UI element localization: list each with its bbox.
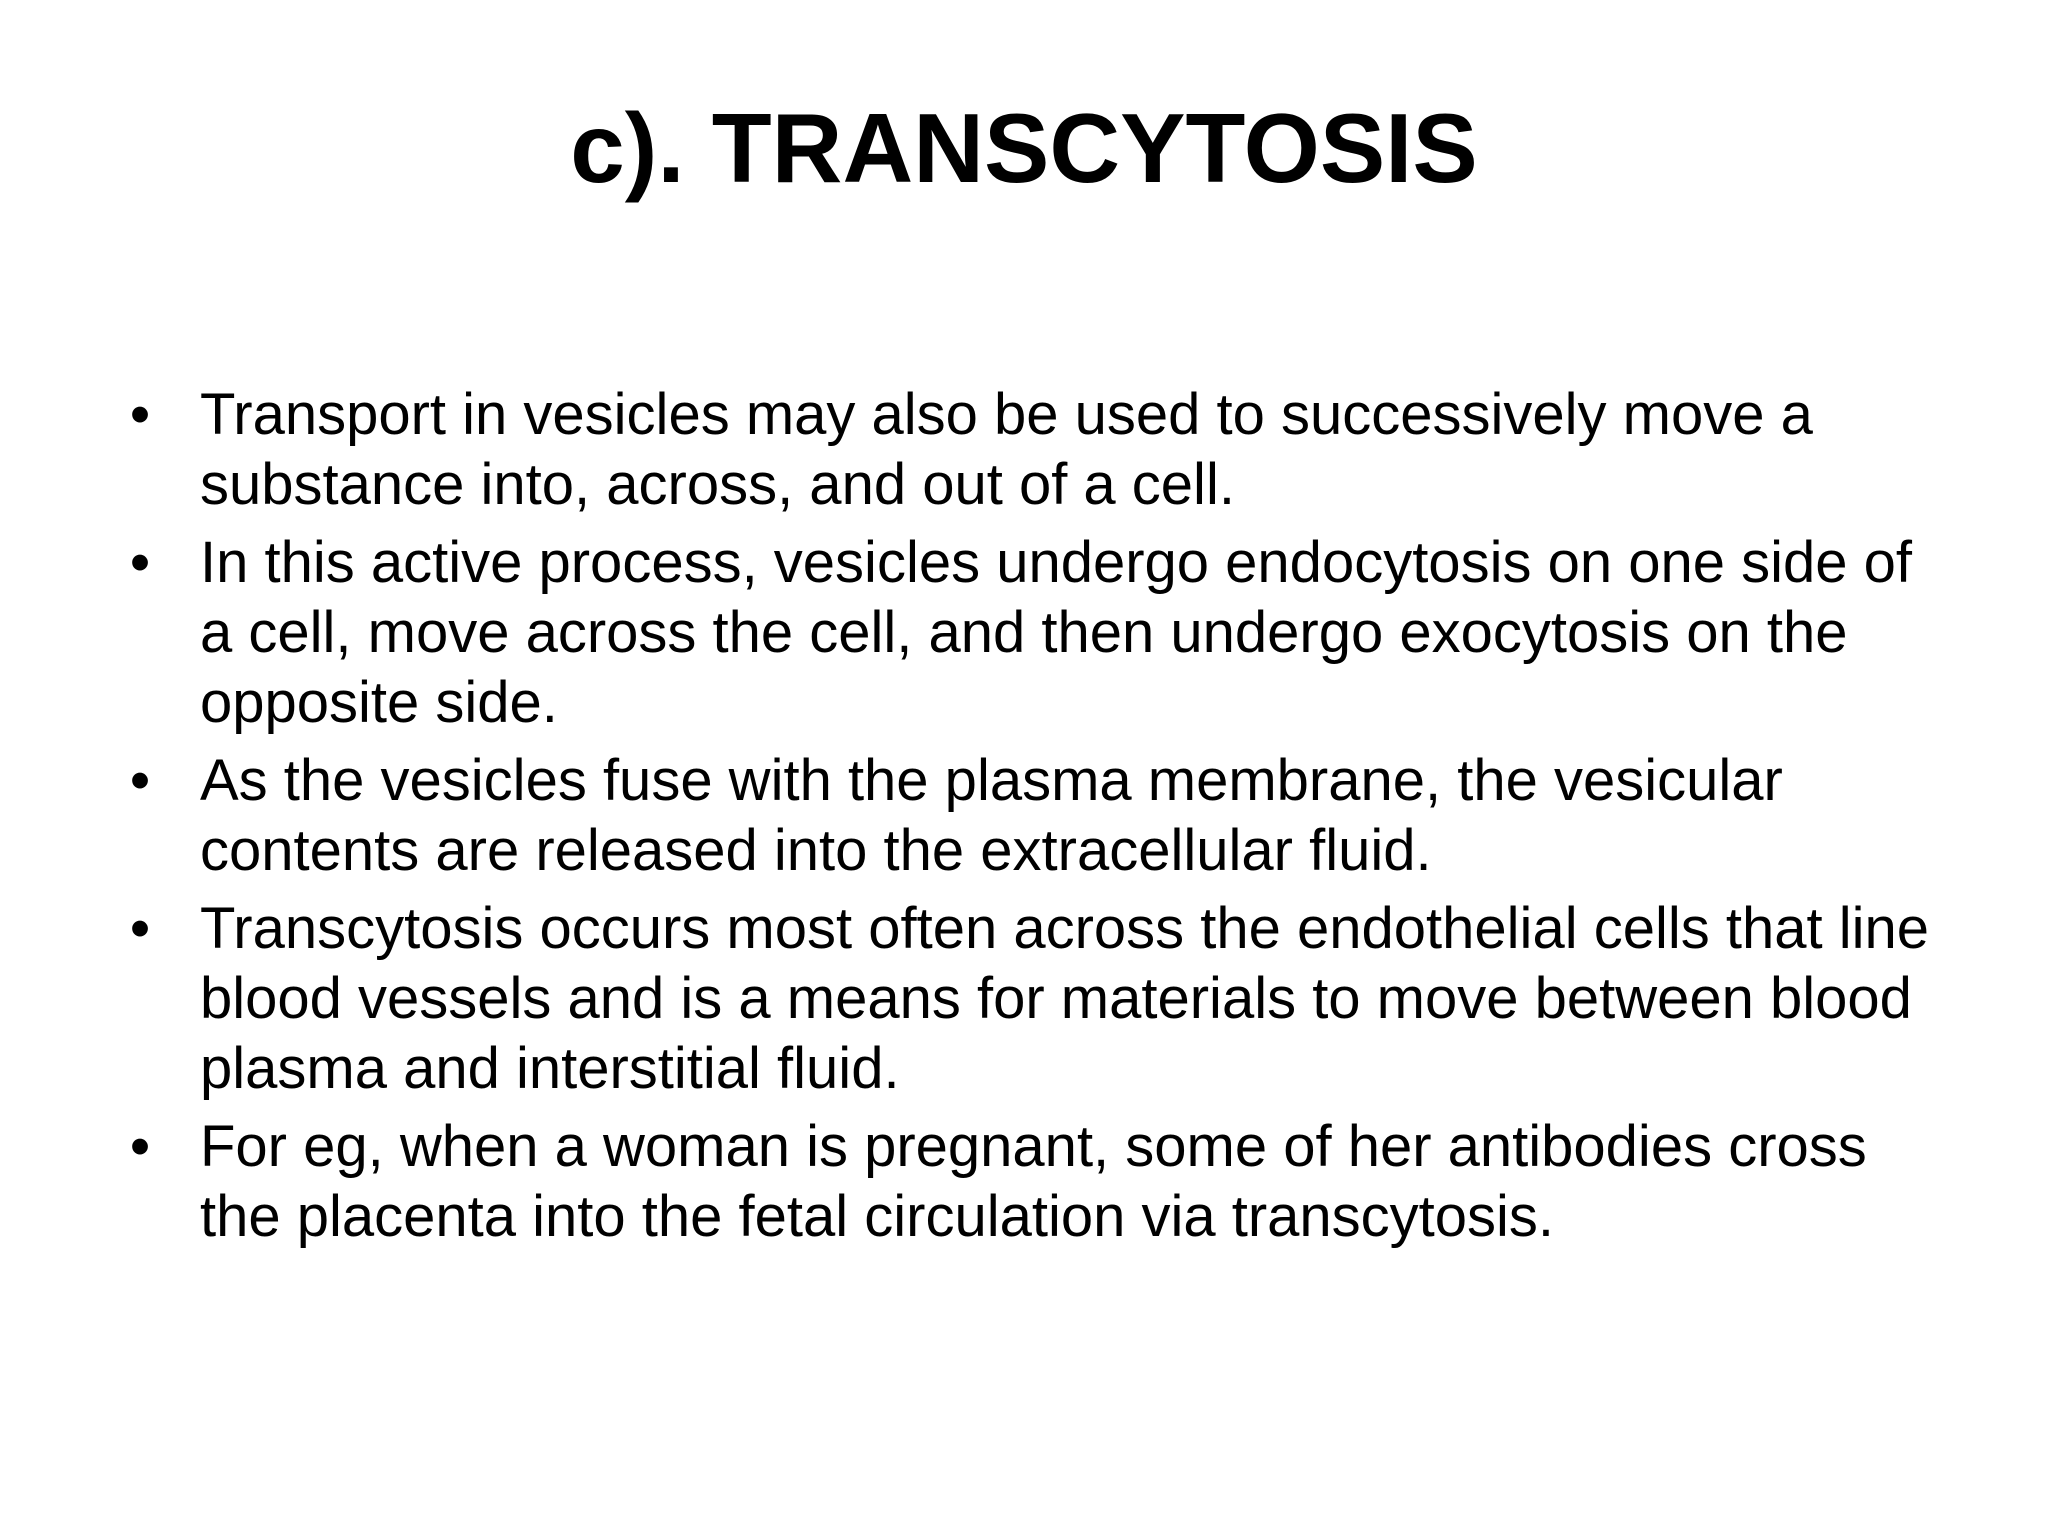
bullet-item [120, 380, 1950, 520]
bullet-text: Transport in vesicles may also be used to successively move a substance into, across, and out of a cell. [200, 382, 1813, 517]
bullet-text: Transcytosis occurs most often across the endothelial cells that line blood vessels and is a means for materials to move between blood plasma and interstitial fluid. [200, 896, 1929, 1101]
bullet-icon: • [129, 382, 151, 447]
bullet-icon: • [129, 1114, 151, 1179]
bullet-icon: • [129, 530, 151, 595]
bullet-list [120, 380, 1950, 1260]
bullet-icon: • [129, 896, 151, 961]
bullet-item [120, 894, 1950, 1104]
bullet-text: For eg, when a woman is pregnant, some of her antibodies cross the placenta into the fetal circulation via transcytosis. [200, 1114, 1867, 1249]
slide-title: c). TRANSCYTOSIS [570, 93, 1478, 203]
bullet-text: In this active process, vesicles undergo endocytosis on one side of a cell, move across the cell, and then undergo exocytosis on the opposite side. [200, 530, 1912, 735]
bullet-text: As the vesicles fuse with the plasma membrane, the vesicular contents are released into the extracellular fluid. [200, 748, 1783, 883]
bullet-item [120, 746, 1950, 886]
bullet-icon: • [129, 748, 151, 813]
bullet-item [120, 1112, 1950, 1252]
bullet-item [120, 528, 1950, 738]
